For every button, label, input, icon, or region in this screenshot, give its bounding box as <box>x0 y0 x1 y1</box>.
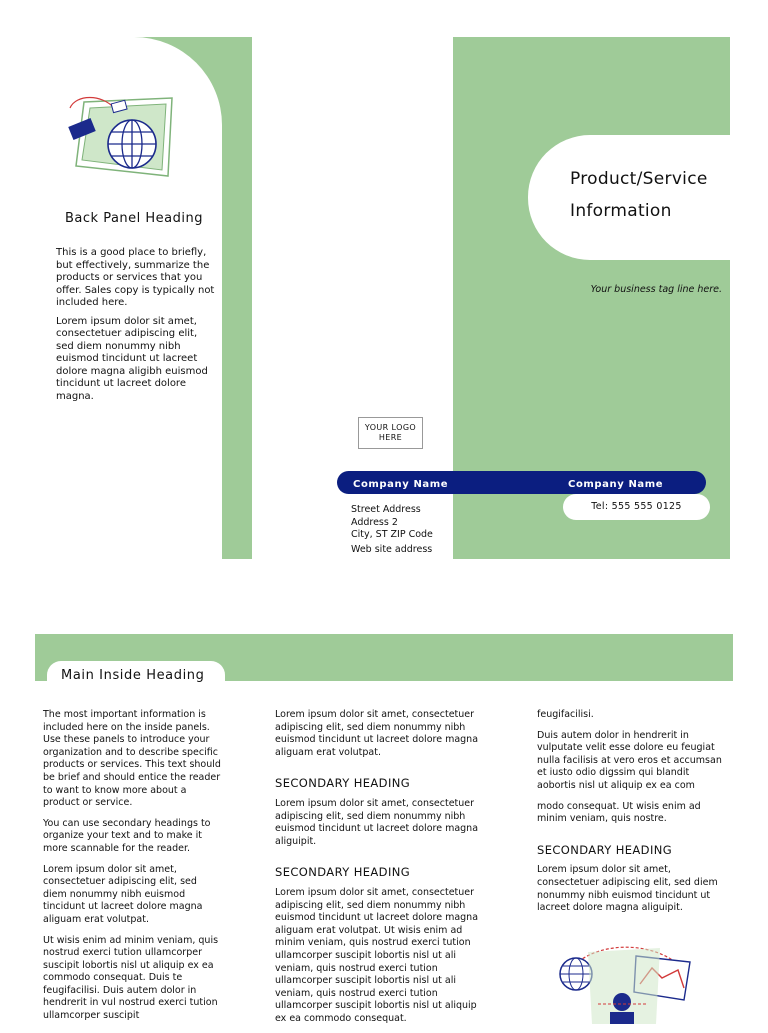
logo-text-line1: YOUR LOGO <box>364 423 417 432</box>
back-panel-paragraph: This is a good place to briefly, but effectively, summarize the products or services that you offer. Sales copy is typically not included here. <box>56 247 215 308</box>
business-globe-chart-icon <box>552 944 697 1024</box>
address-line: Address 2 <box>351 516 398 528</box>
column-paragraph: Lorem ipsum dolor sit amet, consectetuer adipiscing elit, sed diem nonummy nibh euismod tincidunt ut lacreet dolore magna aliguipit. <box>537 864 718 914</box>
column-paragraph: You can use secondary headings to organize your text and to make it more scannable for the reader. <box>43 817 211 854</box>
company-bar <box>337 471 706 494</box>
title-line-2: Information <box>570 201 672 221</box>
tagline: Your business tag line here. <box>590 284 722 295</box>
title-line-1: Product/Service <box>570 169 708 189</box>
title-pill <box>528 135 748 260</box>
inside-column-2 <box>275 709 480 1033</box>
secondary-heading: SECONDARY HEADING <box>537 842 673 857</box>
website-address[interactable]: Web site address <box>351 544 433 555</box>
column-paragraph: Lorem ipsum dolor sit amet, consectetuer adipiscing elit, sed diem nonummy nibh euismod tincidunt ut lacreet dolore magna aliguipit. <box>275 797 479 847</box>
column-paragraph: Lorem ipsum dolor sit amet, consectetuer adipiscing elit, sed diem nonummy nibh euismod tincidunt ut lacreet dolore magna aliguam erat volutpat. <box>275 709 479 758</box>
company-name-right: Company Name <box>568 479 664 490</box>
secondary-heading: SECONDARY HEADING <box>275 776 411 791</box>
company-name-left: Company Name <box>353 479 449 490</box>
column-paragraph: Ut wisis enim ad minim veniam, quis nostrud exerci tution ullamcorper suscipit lobortis nisl ut aliquip ex ea commodo consequat. Duis te feugifacilisi. Duis autem dolor in hendrerit in vul nostrud exerci tution ullamcorper suscipit <box>43 934 219 1022</box>
column-paragraph: modo consequat. Ut wisis enim ad minim veniam, quis nostre. <box>537 800 701 825</box>
inside-column-3 <box>537 709 727 923</box>
back-panel-paragraph: Lorem ipsum dolor sit amet, consectetuer adipiscing elit, sed diem nonummy nibh euismod tincidunt ut lacreet dolore magna aligibh euismod tincidunt ut lacreet dolore magna. <box>56 315 208 402</box>
globe-shipping-icon <box>62 92 182 182</box>
column-paragraph: The most important information is included here on the inside panels. Use these panels to introduce your organization and to describe specific products or services. This text should be brief and should entice the reader to want to know more about a product or service. <box>43 709 221 809</box>
column-paragraph: Duis autem dolor in hendrerit in vulputate velit esse dolore eu feugiat nulla facilisis at vero eros et accumsan et iusto odio digssim qui blandit aobortis nisl ut aliquip ex ea com <box>537 729 722 791</box>
secondary-heading: SECONDARY HEADING <box>275 865 411 880</box>
column-paragraph: feugifacilisi. <box>537 709 594 720</box>
main-inside-heading: Main Inside Heading <box>61 668 205 683</box>
column-paragraph: Lorem ipsum dolor sit amet, consectetuer adipiscing elit, sed diem nonummy nibh euismod tincidunt ut lacreet dolore magna aliguam erat volutpat. <box>43 863 203 925</box>
telephone-pill: Tel: 555 555 0125 <box>563 494 710 520</box>
logo-text-line2: HERE <box>378 433 403 442</box>
address-line: Street Address <box>351 504 421 515</box>
inside-column-1 <box>43 709 223 1031</box>
back-panel-body <box>56 247 216 409</box>
back-panel-heading: Back Panel Heading <box>65 211 203 226</box>
address-block <box>351 504 433 542</box>
address-line: City, ST ZIP Code <box>351 529 433 540</box>
column-paragraph: Lorem ipsum dolor sit amet, consectetuer adipiscing elit, sed diem nonummy nibh euismod tincidunt ut lacreet dolore magna aliguam erat volutpat. Ut wisis enim ad minim veniam, quis nostrud exerci tution ullamcorper suscipit lobortis nisl ut ali veniam, quis nostrud exerci tution ullamcorper suscipit lobortis nisl ut ali veniam, quis nostrud exerci tution ullamcorper suscipit lobortis nisl ut aliquip ex ea commodo consequat. <box>275 886 479 1024</box>
logo-placeholder <box>358 417 423 449</box>
